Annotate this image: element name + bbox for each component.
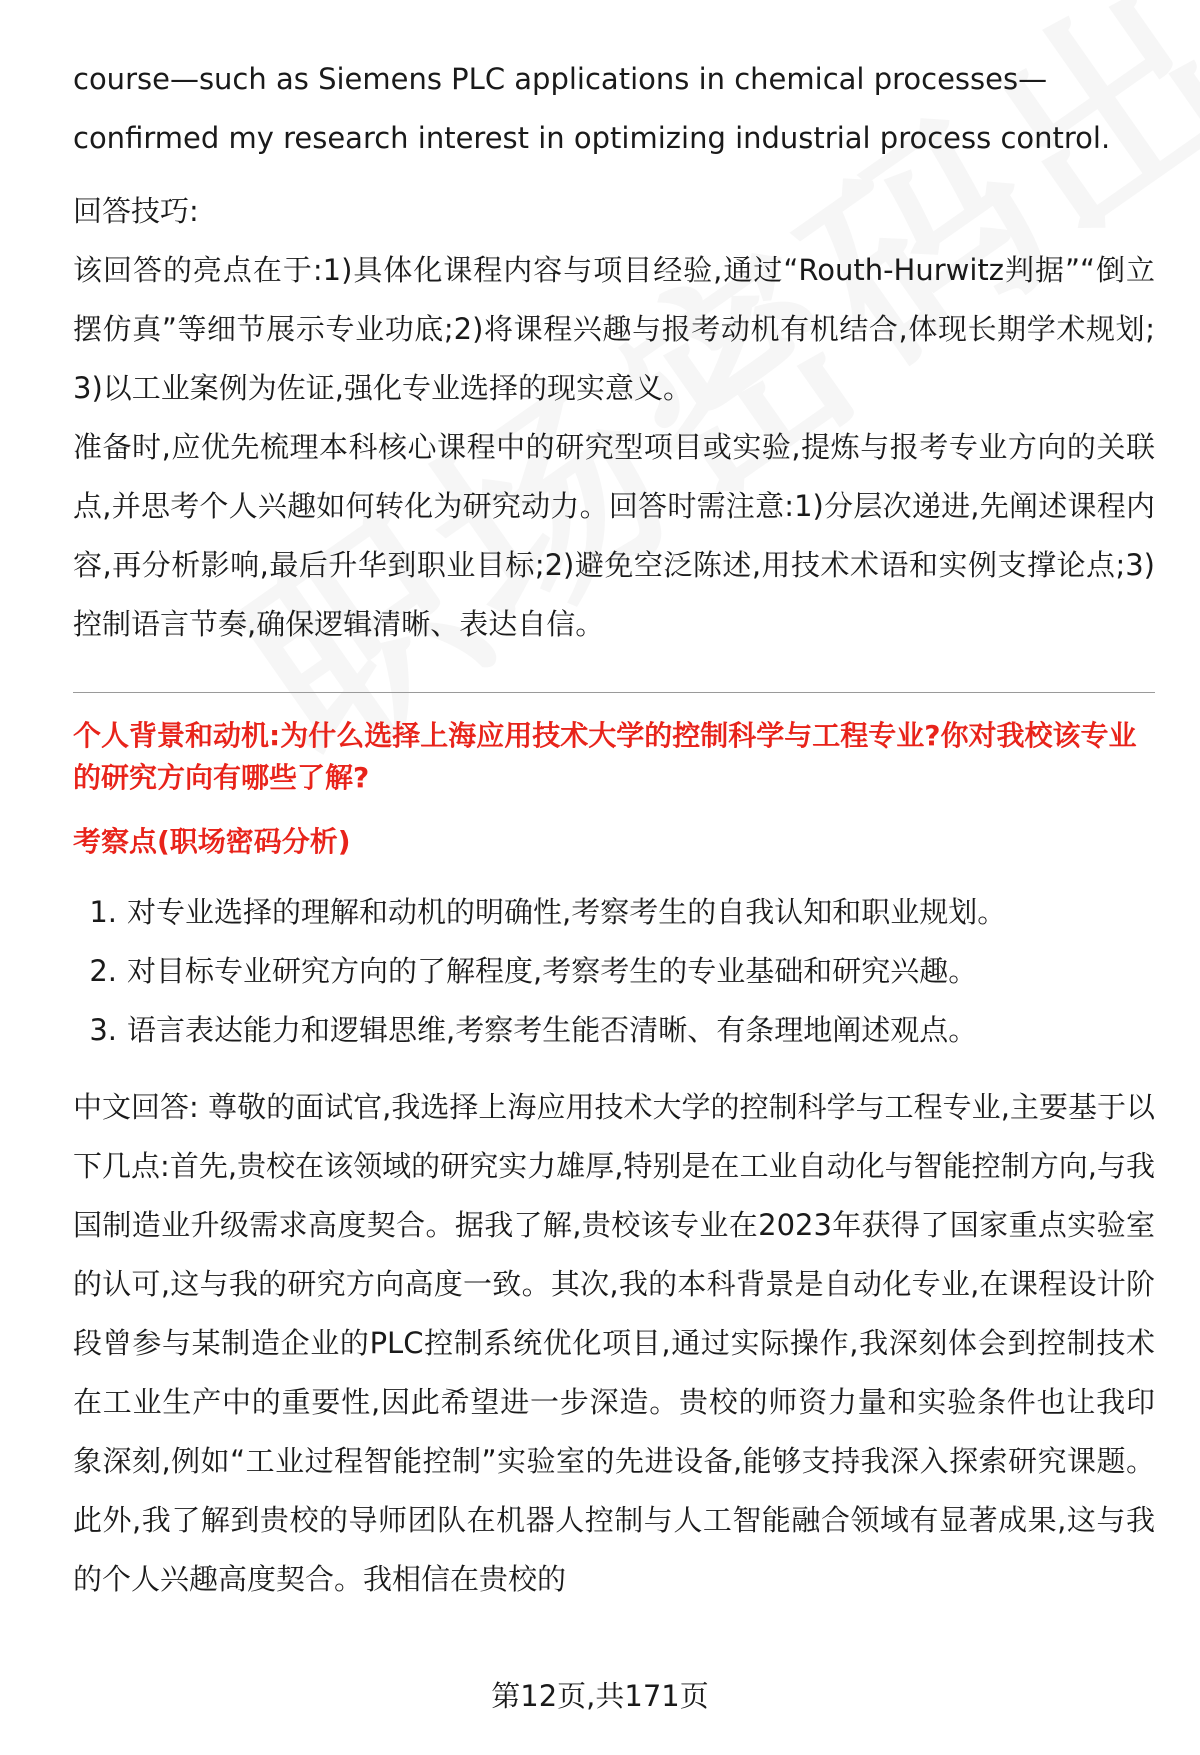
intro-english-line-1: course—such as Siemens PLC applications in chemical processes— [73,62,1048,96]
tips-paragraph-2: 准备时,应优先梳理本科核心课程中的研究型项目或实验,提炼与报考专业方向的关联点,并思考个人兴趣如何转化为研究动力。回答时需注意:1)分层次递进,先阐述课程内容,再分析影响,最后升华到职业目标;2)避免空泛陈述,用技术术语和实例支撑论点;3)控制语言节奏,确保逻辑清晰、表达自信。 [73,430,1155,641]
list-item-number: 2. [89,954,117,988]
list-item [73,1001,1155,1060]
list-item [73,942,1155,1001]
tips-label: 回答技巧: [73,194,199,228]
spacer [73,168,1155,182]
assessment-subtitle: 考察点(职场密码分析) [73,825,351,858]
tips-paragraph-1: 该回答的亮点在于:1)具体化课程内容与项目经验,通过“Routh-Hurwitz判据”“倒立摆仿真”等细节展示专业功底;2)将课程兴趣与报考动机有机结合,体现长期学术规划;3)以工业案例为佐证,强化专业选择的现实意义。 [73,253,1155,405]
intro-english-line-2: confirmed my research interest in optimizing industrial process control. [73,121,1111,155]
list-item [73,883,1155,942]
list-item-text: 对目标专业研究方向的了解程度,考察考生的专业基础和研究兴趣。 [127,954,978,988]
list-item-number: 1. [89,895,117,929]
list-item-number: 3. [89,1013,117,1047]
page-content [73,50,1155,1609]
chinese-answer: 中文回答: 尊敬的面试官,我选择上海应用技术大学的控制科学与工程专业,主要基于以下几点:首先,贵校在该领域的研究实力雄厚,特别是在工业自动化与智能控制方向,与我国制造业升级需求高度契合。据我了解,贵校该专业在2023年获得了国家重点实验室的认可,这与我的研究方向高度一致。其次,我的本科背景是自动化专业,在课程设计阶段曾参与某制造企业的PLC控制系统优化项目,通过实际操作,我深刻体会到控制技术在工业生产中的重要性,因此希望进一步深造。贵校的师资力量和实验条件也让我印象深刻,例如“工业过程智能控制”实验室的先进设备,能够支持我深入探索研究课题。此外,我了解到贵校的导师团队在机器人控制与人工智能融合领域有显著成果,这与我的个人兴趣高度契合。我相信在贵校的 [73,1090,1155,1596]
section-divider [73,692,1155,693]
question-title: 个人背景和动机:为什么选择上海应用技术大学的控制科学与工程专业?你对我校该专业的研究方向有哪些了解? [73,719,1137,794]
list-item-text: 对专业选择的理解和动机的明确性,考察考生的自我认知和职业规划。 [127,895,1007,929]
page-number: 第12页,共171页 [491,1679,709,1713]
list-item-text: 语言表达能力和逻辑思维,考察考生能否清晰、有条理地阐述观点。 [127,1013,978,1047]
assessment-points-list [73,883,1155,1060]
